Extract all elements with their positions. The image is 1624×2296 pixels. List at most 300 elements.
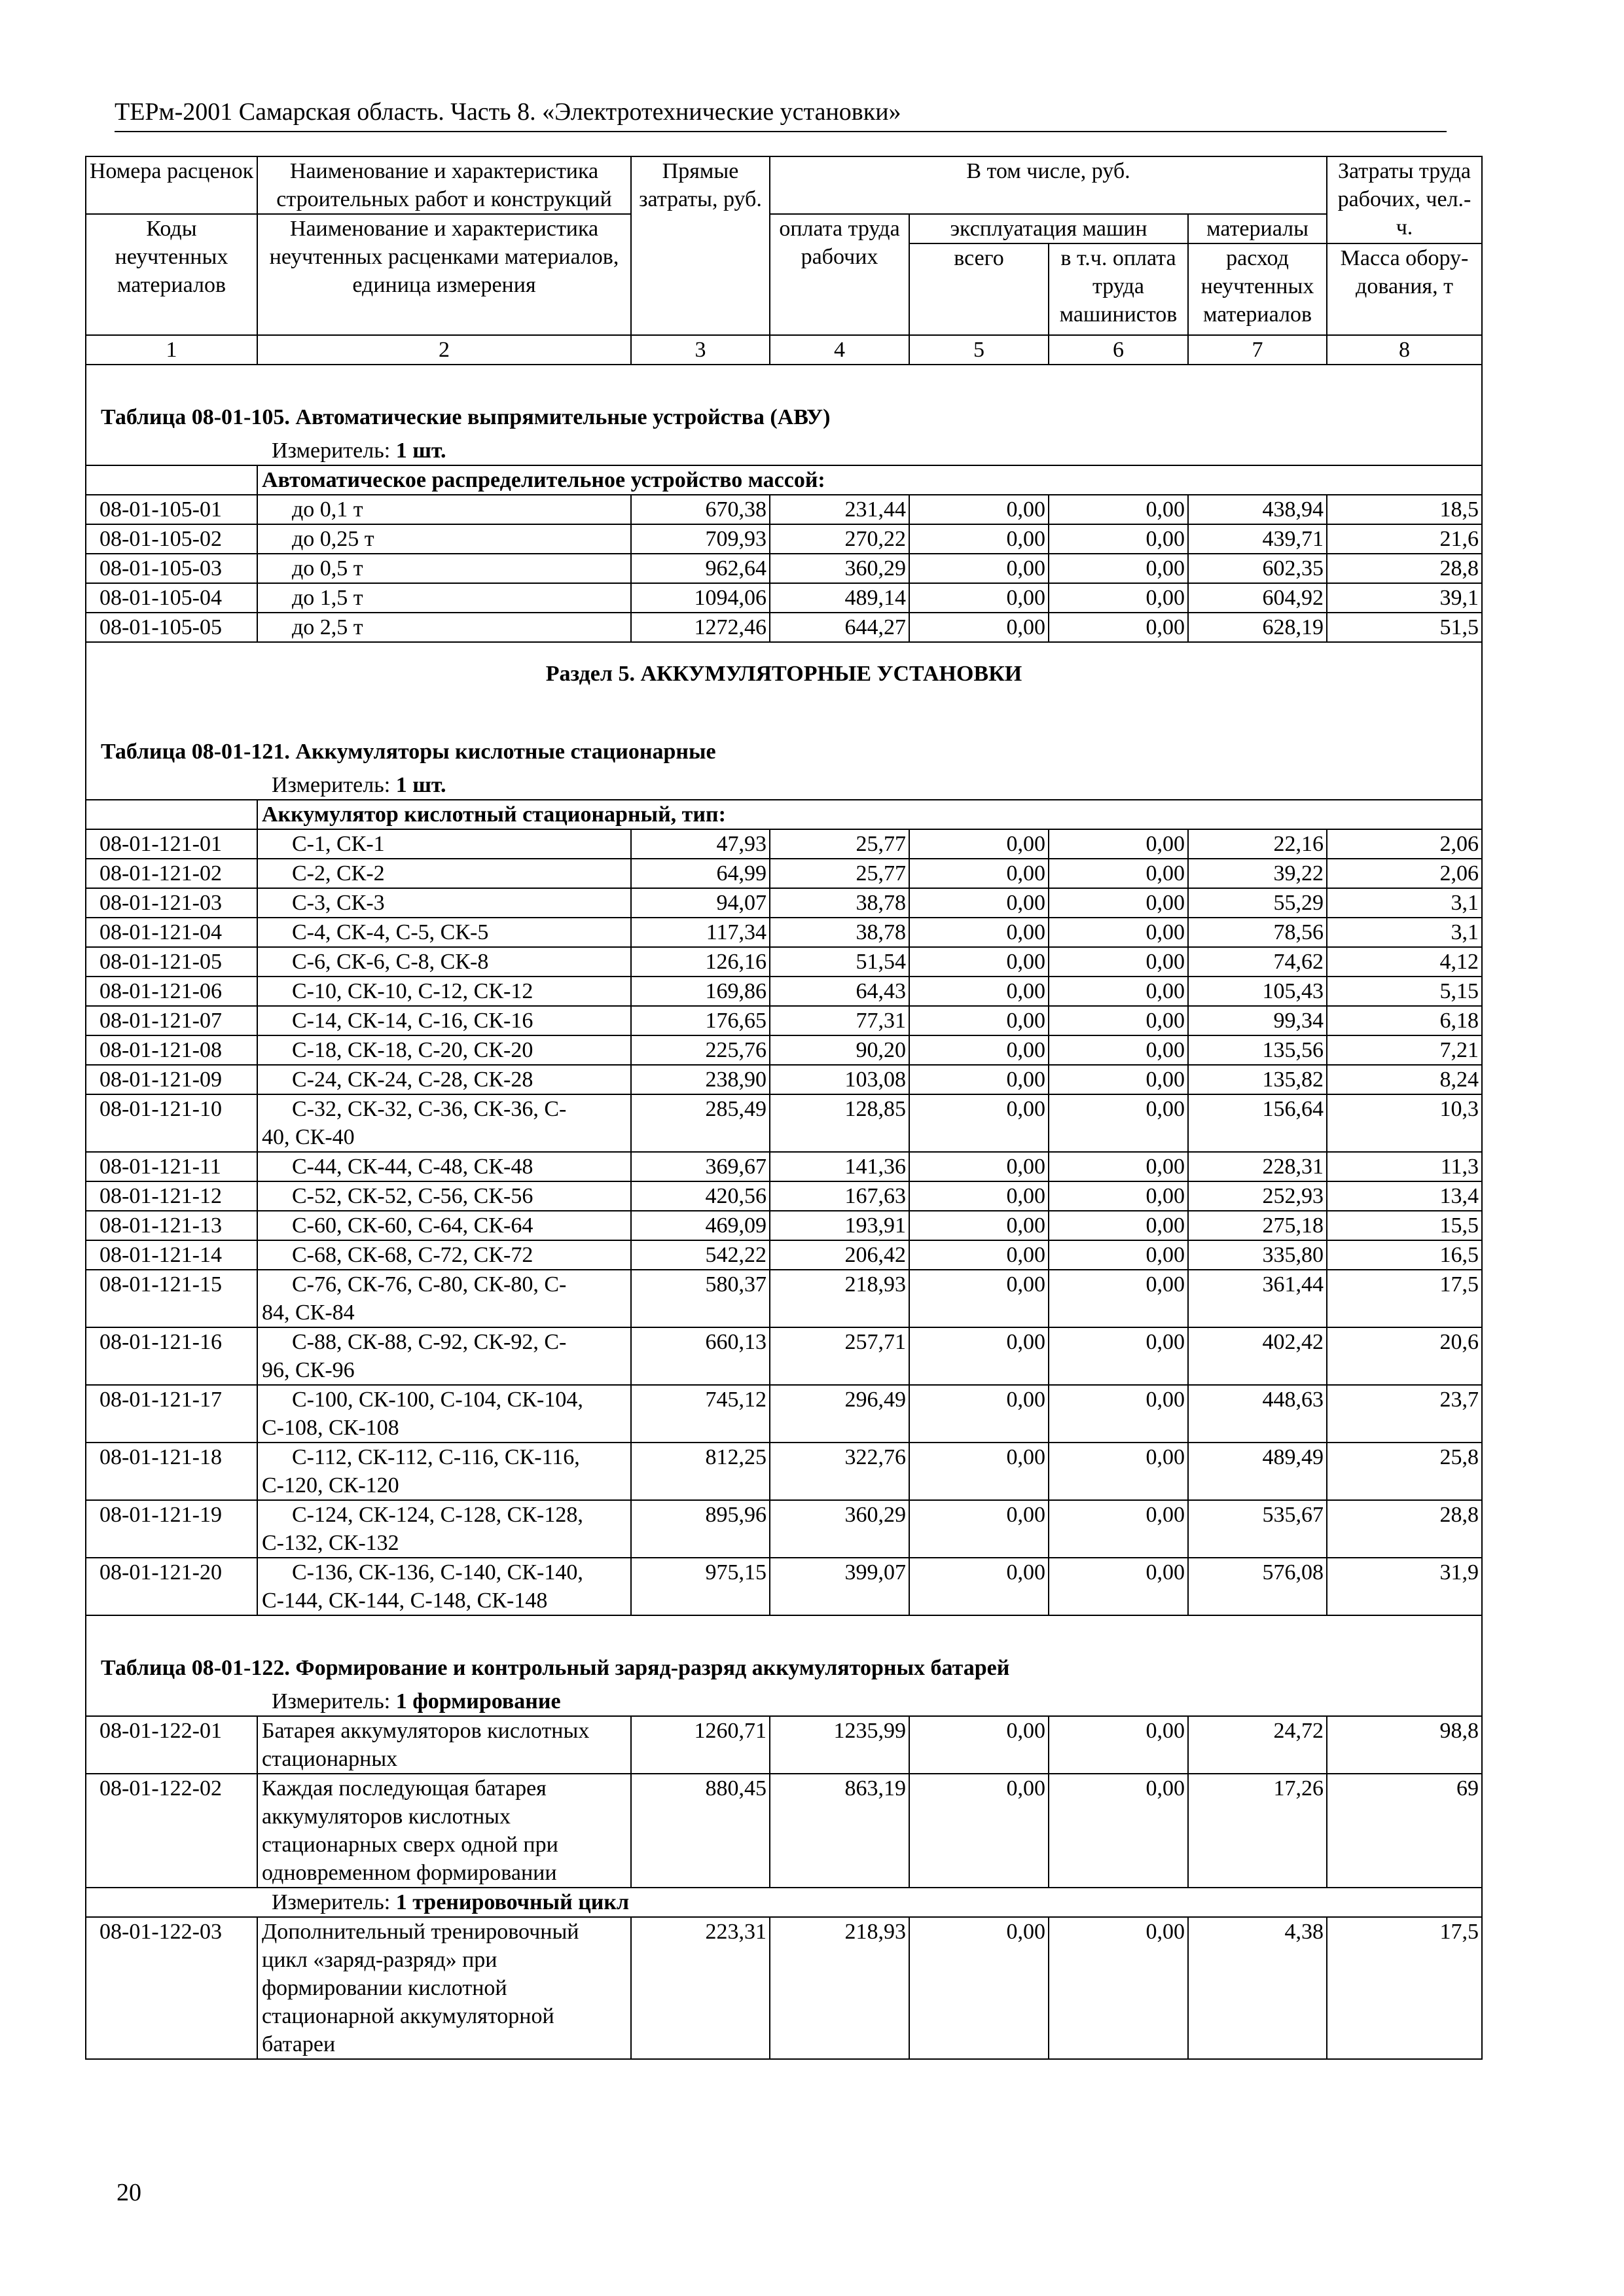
machines-total: 0,00 bbox=[909, 1270, 1049, 1327]
labor-hours: 16,5 bbox=[1327, 1240, 1482, 1270]
column-number: 1 bbox=[86, 335, 257, 365]
machines-total: 0,00 bbox=[909, 947, 1049, 977]
machines-operators: 0,00 bbox=[1049, 1006, 1188, 1035]
rate-code: 08-01-121-05 bbox=[86, 947, 257, 977]
work-name bbox=[257, 1211, 631, 1240]
rate-code: 08-01-105-02 bbox=[86, 524, 257, 554]
labor-hours: 18,5 bbox=[1327, 495, 1482, 524]
labor-pay: 231,44 bbox=[770, 495, 909, 524]
machines-operators: 0,00 bbox=[1049, 583, 1188, 613]
work-name: до 0,5 т bbox=[257, 554, 631, 583]
labor-hours: 39,1 bbox=[1327, 583, 1482, 613]
labor-hours: 17,5 bbox=[1327, 1917, 1482, 2059]
machines-total: 0,00 bbox=[909, 1443, 1049, 1500]
work-name: Батарея аккумуляторов кислотных стационарных bbox=[257, 1716, 631, 1774]
measure-unit: Измеритель: 1 формирование bbox=[86, 1687, 1482, 1716]
column-number: 3 bbox=[631, 335, 770, 365]
hdr-including: В том числе, руб. bbox=[770, 156, 1327, 214]
work-name: Дополнительный тренировочный цикл «заряд-разряд» при формировании кислотной стационарной аккумуляторной батареи bbox=[257, 1917, 631, 2059]
column-numbers-row bbox=[86, 335, 1482, 365]
work-name-line1: С-24, СК-24, С-28, СК-28 bbox=[292, 1067, 533, 1092]
machines-operators: 0,00 bbox=[1049, 1240, 1188, 1270]
materials: 156,64 bbox=[1188, 1094, 1327, 1152]
labor-hours: 6,18 bbox=[1327, 1006, 1482, 1035]
machines-operators: 0,00 bbox=[1049, 977, 1188, 1006]
table-row bbox=[86, 1035, 1482, 1065]
direct-costs: 670,38 bbox=[631, 495, 770, 524]
materials: 22,16 bbox=[1188, 829, 1327, 859]
table-row bbox=[86, 1270, 1482, 1327]
labor-pay: 360,29 bbox=[770, 1500, 909, 1558]
machines-operators: 0,00 bbox=[1049, 859, 1188, 888]
materials: 24,72 bbox=[1188, 1716, 1327, 1774]
labor-pay: 64,43 bbox=[770, 977, 909, 1006]
machines-total: 0,00 bbox=[909, 1558, 1049, 1615]
work-name bbox=[257, 1035, 631, 1065]
machines-total: 0,00 bbox=[909, 1211, 1049, 1240]
machines-total: 0,00 bbox=[909, 583, 1049, 613]
work-name bbox=[257, 1181, 631, 1211]
rate-code: 08-01-121-20 bbox=[86, 1558, 257, 1615]
materials: 105,43 bbox=[1188, 977, 1327, 1006]
labor-pay: 644,27 bbox=[770, 613, 909, 642]
work-name: до 1,5 т bbox=[257, 583, 631, 613]
table-row bbox=[86, 1211, 1482, 1240]
machines-operators: 0,00 bbox=[1049, 1558, 1188, 1615]
work-name bbox=[257, 829, 631, 859]
labor-pay: 399,07 bbox=[770, 1558, 909, 1615]
rate-code: 08-01-121-12 bbox=[86, 1181, 257, 1211]
measure-value: 1 шт. bbox=[395, 773, 446, 797]
labor-pay: 296,49 bbox=[770, 1385, 909, 1443]
rate-code: 08-01-121-13 bbox=[86, 1211, 257, 1240]
rate-code: 08-01-121-07 bbox=[86, 1006, 257, 1035]
measure-value: 1 формирование bbox=[395, 1689, 561, 1713]
group-heading: Аккумулятор кислотный стационарный, тип: bbox=[257, 800, 1482, 829]
work-name: до 2,5 т bbox=[257, 613, 631, 642]
work-name-line2: 96, СК-96 bbox=[262, 1358, 355, 1382]
table-row bbox=[86, 583, 1482, 613]
measure-row bbox=[86, 437, 1482, 465]
table-row bbox=[86, 859, 1482, 888]
column-number: 5 bbox=[909, 335, 1049, 365]
direct-costs: 975,15 bbox=[631, 1558, 770, 1615]
hdr-labor-pay: оплата труда рабочих bbox=[770, 214, 909, 335]
direct-costs: 126,16 bbox=[631, 947, 770, 977]
work-name bbox=[257, 1094, 631, 1152]
labor-pay: 218,93 bbox=[770, 1270, 909, 1327]
hdr-machines-total: всего bbox=[909, 243, 1049, 335]
running-head: ТЕРм-2001 Самарская область. Часть 8. «Электротехнические установки» bbox=[115, 97, 1447, 132]
materials: 74,62 bbox=[1188, 947, 1327, 977]
materials: 438,94 bbox=[1188, 495, 1327, 524]
table-row bbox=[86, 554, 1482, 583]
machines-operators: 0,00 bbox=[1049, 829, 1188, 859]
labor-pay: 77,31 bbox=[770, 1006, 909, 1035]
labor-pay: 25,77 bbox=[770, 829, 909, 859]
labor-hours: 51,5 bbox=[1327, 613, 1482, 642]
rate-code: 08-01-121-14 bbox=[86, 1240, 257, 1270]
materials: 628,19 bbox=[1188, 613, 1327, 642]
rate-code: 08-01-105-05 bbox=[86, 613, 257, 642]
labor-hours: 2,06 bbox=[1327, 829, 1482, 859]
materials: 4,38 bbox=[1188, 1917, 1327, 2059]
table-row bbox=[86, 1152, 1482, 1181]
direct-costs: 94,07 bbox=[631, 888, 770, 918]
direct-costs: 580,37 bbox=[631, 1270, 770, 1327]
rate-code: 08-01-121-17 bbox=[86, 1385, 257, 1443]
machines-total: 0,00 bbox=[909, 1500, 1049, 1558]
machines-total: 0,00 bbox=[909, 918, 1049, 947]
materials: 604,92 bbox=[1188, 583, 1327, 613]
machines-total: 0,00 bbox=[909, 1094, 1049, 1152]
work-name bbox=[257, 1558, 631, 1615]
table-row bbox=[86, 524, 1482, 554]
rate-code: 08-01-121-02 bbox=[86, 859, 257, 888]
direct-costs: 176,65 bbox=[631, 1006, 770, 1035]
labor-hours: 11,3 bbox=[1327, 1152, 1482, 1181]
machines-total: 0,00 bbox=[909, 888, 1049, 918]
table-title-105-row bbox=[86, 365, 1482, 437]
rate-code: 08-01-105-04 bbox=[86, 583, 257, 613]
labor-hours: 28,8 bbox=[1327, 554, 1482, 583]
price-table bbox=[85, 156, 1483, 2060]
machines-total: 0,00 bbox=[909, 1181, 1049, 1211]
direct-costs: 47,93 bbox=[631, 829, 770, 859]
table-row bbox=[86, 1327, 1482, 1385]
labor-hours: 15,5 bbox=[1327, 1211, 1482, 1240]
labor-pay: 167,63 bbox=[770, 1181, 909, 1211]
materials: 275,18 bbox=[1188, 1211, 1327, 1240]
machines-operators: 0,00 bbox=[1049, 1443, 1188, 1500]
machines-operators: 0,00 bbox=[1049, 1035, 1188, 1065]
machines-operators: 0,00 bbox=[1049, 1211, 1188, 1240]
hdr-direct-costs: Прямые затраты, руб. bbox=[631, 156, 770, 335]
materials: 39,22 bbox=[1188, 859, 1327, 888]
work-name-line2: С-132, СК-132 bbox=[262, 1531, 399, 1555]
table-row bbox=[86, 1065, 1482, 1094]
table-row bbox=[86, 613, 1482, 642]
work-name-line1: С-76, СК-76, С-80, СК-80, С- bbox=[292, 1272, 567, 1297]
labor-pay: 103,08 bbox=[770, 1065, 909, 1094]
hdr-unaccounted-materials: расход неучтенных материалов bbox=[1188, 243, 1327, 335]
section-title-row bbox=[86, 642, 1482, 700]
work-name-line1: С-60, СК-60, С-64, СК-64 bbox=[292, 1213, 533, 1238]
table-row bbox=[86, 1181, 1482, 1211]
machines-total: 0,00 bbox=[909, 1327, 1049, 1385]
work-name-line1: С-3, СК-3 bbox=[292, 891, 385, 915]
direct-costs: 1260,71 bbox=[631, 1716, 770, 1774]
hdr-equipment-mass: Масса обору-дования, т bbox=[1327, 243, 1482, 335]
machines-total: 0,00 bbox=[909, 1385, 1049, 1443]
machines-operators: 0,00 bbox=[1049, 1327, 1188, 1385]
rate-code: 08-01-121-10 bbox=[86, 1094, 257, 1152]
machines-operators: 0,00 bbox=[1049, 1774, 1188, 1888]
table-title-105: Таблица 08-01-105. Автоматические выпрямительные устройства (АВУ) bbox=[86, 365, 1482, 437]
labor-pay: 141,36 bbox=[770, 1152, 909, 1181]
labor-hours: 10,3 bbox=[1327, 1094, 1482, 1152]
materials: 439,71 bbox=[1188, 524, 1327, 554]
group-code-cell bbox=[86, 465, 257, 495]
table-title-122: Таблица 08-01-122. Формирование и контрольный заряд-разряд аккумуляторных батарей bbox=[86, 1615, 1482, 1687]
machines-operators: 0,00 bbox=[1049, 613, 1188, 642]
measure-value: 1 шт. bbox=[395, 439, 446, 463]
work-name-line1: С-44, СК-44, С-48, СК-48 bbox=[292, 1155, 533, 1179]
work-name-line1: С-14, СК-14, С-16, СК-16 bbox=[292, 1009, 533, 1033]
work-name-line1: С-88, СК-88, С-92, СК-92, С- bbox=[292, 1330, 567, 1354]
machines-total: 0,00 bbox=[909, 1065, 1049, 1094]
materials: 55,29 bbox=[1188, 888, 1327, 918]
labor-pay: 218,93 bbox=[770, 1917, 909, 2059]
machines-total: 0,00 bbox=[909, 977, 1049, 1006]
table-row bbox=[86, 829, 1482, 859]
hdr-name-top: Наименование и характеристика строительных работ и конструкций bbox=[257, 156, 631, 214]
direct-costs: 709,93 bbox=[631, 524, 770, 554]
machines-operators: 0,00 bbox=[1049, 947, 1188, 977]
direct-costs: 64,99 bbox=[631, 859, 770, 888]
materials: 17,26 bbox=[1188, 1774, 1327, 1888]
labor-hours: 69 bbox=[1327, 1774, 1482, 1888]
work-name-line2: С-120, СК-120 bbox=[262, 1473, 399, 1498]
materials: 361,44 bbox=[1188, 1270, 1327, 1327]
machines-total: 0,00 bbox=[909, 554, 1049, 583]
direct-costs: 225,76 bbox=[631, 1035, 770, 1065]
direct-costs: 962,64 bbox=[631, 554, 770, 583]
work-name-line1: С-32, СК-32, С-36, СК-36, С- bbox=[292, 1097, 567, 1121]
labor-hours: 23,7 bbox=[1327, 1385, 1482, 1443]
labor-pay: 193,91 bbox=[770, 1211, 909, 1240]
machines-operators: 0,00 bbox=[1049, 1716, 1188, 1774]
rate-code: 08-01-105-01 bbox=[86, 495, 257, 524]
work-name bbox=[257, 918, 631, 947]
work-name bbox=[257, 1270, 631, 1327]
labor-pay: 51,54 bbox=[770, 947, 909, 977]
materials: 535,67 bbox=[1188, 1500, 1327, 1558]
work-name bbox=[257, 1327, 631, 1385]
table-row bbox=[86, 1385, 1482, 1443]
direct-costs: 238,90 bbox=[631, 1065, 770, 1094]
measure-value: 1 тренировочный цикл bbox=[395, 1890, 630, 1914]
labor-pay: 25,77 bbox=[770, 859, 909, 888]
work-name-line1: С-136, СК-136, С-140, СК-140, bbox=[292, 1560, 583, 1585]
materials: 602,35 bbox=[1188, 554, 1327, 583]
work-name: Каждая последующая батарея аккумуляторов кислотных стационарных сверх одной при одновременном формировании bbox=[257, 1774, 631, 1888]
work-name-line1: С-4, СК-4, С-5, СК-5 bbox=[292, 920, 489, 944]
labor-hours: 25,8 bbox=[1327, 1443, 1482, 1500]
table-title-121-row bbox=[86, 700, 1482, 771]
materials: 489,49 bbox=[1188, 1443, 1327, 1500]
labor-hours: 21,6 bbox=[1327, 524, 1482, 554]
work-name bbox=[257, 859, 631, 888]
table-row bbox=[86, 947, 1482, 977]
labor-pay: 38,78 bbox=[770, 918, 909, 947]
machines-operators: 0,00 bbox=[1049, 1152, 1188, 1181]
column-number: 8 bbox=[1327, 335, 1482, 365]
machines-total: 0,00 bbox=[909, 495, 1049, 524]
labor-hours: 5,15 bbox=[1327, 977, 1482, 1006]
labor-pay: 90,20 bbox=[770, 1035, 909, 1065]
work-name-line1: С-10, СК-10, С-12, СК-12 bbox=[292, 979, 533, 1003]
direct-costs: 812,25 bbox=[631, 1443, 770, 1500]
work-name-line1: С-2, СК-2 bbox=[292, 861, 385, 886]
rate-code: 08-01-122-02 bbox=[86, 1774, 257, 1888]
work-name bbox=[257, 1006, 631, 1035]
machines-operators: 0,00 bbox=[1049, 554, 1188, 583]
labor-hours: 7,21 bbox=[1327, 1035, 1482, 1065]
hdr-machines: эксплуатация машин bbox=[909, 214, 1188, 243]
rate-code: 08-01-121-16 bbox=[86, 1327, 257, 1385]
rate-code: 08-01-105-03 bbox=[86, 554, 257, 583]
labor-pay: 489,14 bbox=[770, 583, 909, 613]
work-name: до 0,25 т bbox=[257, 524, 631, 554]
materials: 335,80 bbox=[1188, 1240, 1327, 1270]
machines-total: 0,00 bbox=[909, 1716, 1049, 1774]
work-name bbox=[257, 977, 631, 1006]
hdr-machines-operators: в т.ч. оплата труда машинистов bbox=[1049, 243, 1188, 335]
work-name-line1: С-112, СК-112, С-116, СК-116, bbox=[292, 1445, 580, 1469]
direct-costs: 223,31 bbox=[631, 1917, 770, 2059]
direct-costs: 880,45 bbox=[631, 1774, 770, 1888]
table-row bbox=[86, 1443, 1482, 1500]
labor-hours: 2,06 bbox=[1327, 859, 1482, 888]
hdr-materials: материалы bbox=[1188, 214, 1327, 243]
machines-operators: 0,00 bbox=[1049, 1065, 1188, 1094]
work-name-line1: С-68, СК-68, С-72, СК-72 bbox=[292, 1243, 533, 1267]
labor-pay: 38,78 bbox=[770, 888, 909, 918]
materials: 135,56 bbox=[1188, 1035, 1327, 1065]
machines-operators: 0,00 bbox=[1049, 1500, 1188, 1558]
machines-operators: 0,00 bbox=[1049, 524, 1188, 554]
table-row bbox=[86, 977, 1482, 1006]
labor-pay: 128,85 bbox=[770, 1094, 909, 1152]
column-number: 6 bbox=[1049, 335, 1188, 365]
direct-costs: 369,67 bbox=[631, 1152, 770, 1181]
work-name-line2: С-144, СК-144, С-148, СК-148 bbox=[262, 1588, 548, 1613]
measure-row bbox=[86, 1687, 1482, 1716]
table-row bbox=[86, 1774, 1482, 1888]
work-name bbox=[257, 1240, 631, 1270]
work-name bbox=[257, 888, 631, 918]
labor-hours: 20,6 bbox=[1327, 1327, 1482, 1385]
group-code-cell bbox=[86, 800, 257, 829]
work-name-line2: 40, СК-40 bbox=[262, 1125, 355, 1149]
rate-code: 08-01-121-08 bbox=[86, 1035, 257, 1065]
machines-total: 0,00 bbox=[909, 1240, 1049, 1270]
work-name-line1: С-6, СК-6, С-8, СК-8 bbox=[292, 950, 489, 974]
table-row bbox=[86, 1558, 1482, 1615]
machines-operators: 0,00 bbox=[1049, 1181, 1188, 1211]
machines-total: 0,00 bbox=[909, 613, 1049, 642]
rate-code: 08-01-121-15 bbox=[86, 1270, 257, 1327]
labor-pay: 206,42 bbox=[770, 1240, 909, 1270]
machines-operators: 0,00 bbox=[1049, 1917, 1188, 2059]
direct-costs: 169,86 bbox=[631, 977, 770, 1006]
group-row bbox=[86, 800, 1482, 829]
labor-pay: 257,71 bbox=[770, 1327, 909, 1385]
materials: 99,34 bbox=[1188, 1006, 1327, 1035]
labor-hours: 4,12 bbox=[1327, 947, 1482, 977]
labor-hours: 13,4 bbox=[1327, 1181, 1482, 1211]
machines-total: 0,00 bbox=[909, 1774, 1049, 1888]
rate-code: 08-01-121-04 bbox=[86, 918, 257, 947]
column-number: 4 bbox=[770, 335, 909, 365]
work-name bbox=[257, 1500, 631, 1558]
materials: 78,56 bbox=[1188, 918, 1327, 947]
machines-total: 0,00 bbox=[909, 859, 1049, 888]
rate-code: 08-01-122-03 bbox=[86, 1917, 257, 2059]
direct-costs: 1272,46 bbox=[631, 613, 770, 642]
measure-row bbox=[86, 771, 1482, 800]
materials: 576,08 bbox=[1188, 1558, 1327, 1615]
machines-total: 0,00 bbox=[909, 829, 1049, 859]
direct-costs: 420,56 bbox=[631, 1181, 770, 1211]
machines-total: 0,00 bbox=[909, 1917, 1049, 2059]
page-number: 20 bbox=[117, 2179, 141, 2206]
rate-code: 08-01-121-19 bbox=[86, 1500, 257, 1558]
materials: 448,63 bbox=[1188, 1385, 1327, 1443]
machines-total: 0,00 bbox=[909, 1035, 1049, 1065]
work-name bbox=[257, 1385, 631, 1443]
machines-operators: 0,00 bbox=[1049, 918, 1188, 947]
labor-hours: 17,5 bbox=[1327, 1270, 1482, 1327]
table-row bbox=[86, 918, 1482, 947]
machines-operators: 0,00 bbox=[1049, 888, 1188, 918]
measure-unit: Измеритель: 1 тренировочный цикл bbox=[86, 1888, 1482, 1917]
labor-pay: 863,19 bbox=[770, 1774, 909, 1888]
work-name-line2: 84, СК-84 bbox=[262, 1300, 355, 1325]
work-name bbox=[257, 1443, 631, 1500]
materials: 252,93 bbox=[1188, 1181, 1327, 1211]
machines-total: 0,00 bbox=[909, 524, 1049, 554]
hdr-codes-bottom: Коды неучтенных материалов bbox=[86, 214, 257, 335]
rate-code: 08-01-121-03 bbox=[86, 888, 257, 918]
direct-costs: 117,34 bbox=[631, 918, 770, 947]
labor-pay: 270,22 bbox=[770, 524, 909, 554]
rate-code: 08-01-121-06 bbox=[86, 977, 257, 1006]
table-title-121: Таблица 08-01-121. Аккумуляторы кислотные стационарные bbox=[86, 700, 1482, 771]
direct-costs: 285,49 bbox=[631, 1094, 770, 1152]
machines-operators: 0,00 bbox=[1049, 1094, 1188, 1152]
measure-unit: Измеритель: 1 шт. bbox=[86, 771, 1482, 800]
rate-code: 08-01-121-11 bbox=[86, 1152, 257, 1181]
work-name-line1: С-18, СК-18, С-20, СК-20 bbox=[292, 1038, 533, 1062]
machines-total: 0,00 bbox=[909, 1152, 1049, 1181]
work-name-line1: С-100, СК-100, С-104, СК-104, bbox=[292, 1388, 583, 1412]
work-name bbox=[257, 1065, 631, 1094]
section-title: Раздел 5. АККУМУЛЯТОРНЫЕ УСТАНОВКИ bbox=[86, 642, 1482, 700]
work-name-line1: С-124, СК-124, С-128, СК-128, bbox=[292, 1503, 583, 1527]
machines-total: 0,00 bbox=[909, 1006, 1049, 1035]
table-row bbox=[86, 1500, 1482, 1558]
group-row bbox=[86, 465, 1482, 495]
table-title-122-row bbox=[86, 1615, 1482, 1687]
rate-code: 08-01-122-01 bbox=[86, 1716, 257, 1774]
machines-operators: 0,00 bbox=[1049, 1385, 1188, 1443]
direct-costs: 895,96 bbox=[631, 1500, 770, 1558]
rate-code: 08-01-121-01 bbox=[86, 829, 257, 859]
rate-code: 08-01-121-18 bbox=[86, 1443, 257, 1500]
direct-costs: 660,13 bbox=[631, 1327, 770, 1385]
work-name bbox=[257, 947, 631, 977]
table-row bbox=[86, 1094, 1482, 1152]
labor-hours: 31,9 bbox=[1327, 1558, 1482, 1615]
materials: 402,42 bbox=[1188, 1327, 1327, 1385]
column-number: 7 bbox=[1188, 335, 1327, 365]
labor-hours: 3,1 bbox=[1327, 918, 1482, 947]
materials: 135,82 bbox=[1188, 1065, 1327, 1094]
direct-costs: 1094,06 bbox=[631, 583, 770, 613]
labor-hours: 28,8 bbox=[1327, 1500, 1482, 1558]
